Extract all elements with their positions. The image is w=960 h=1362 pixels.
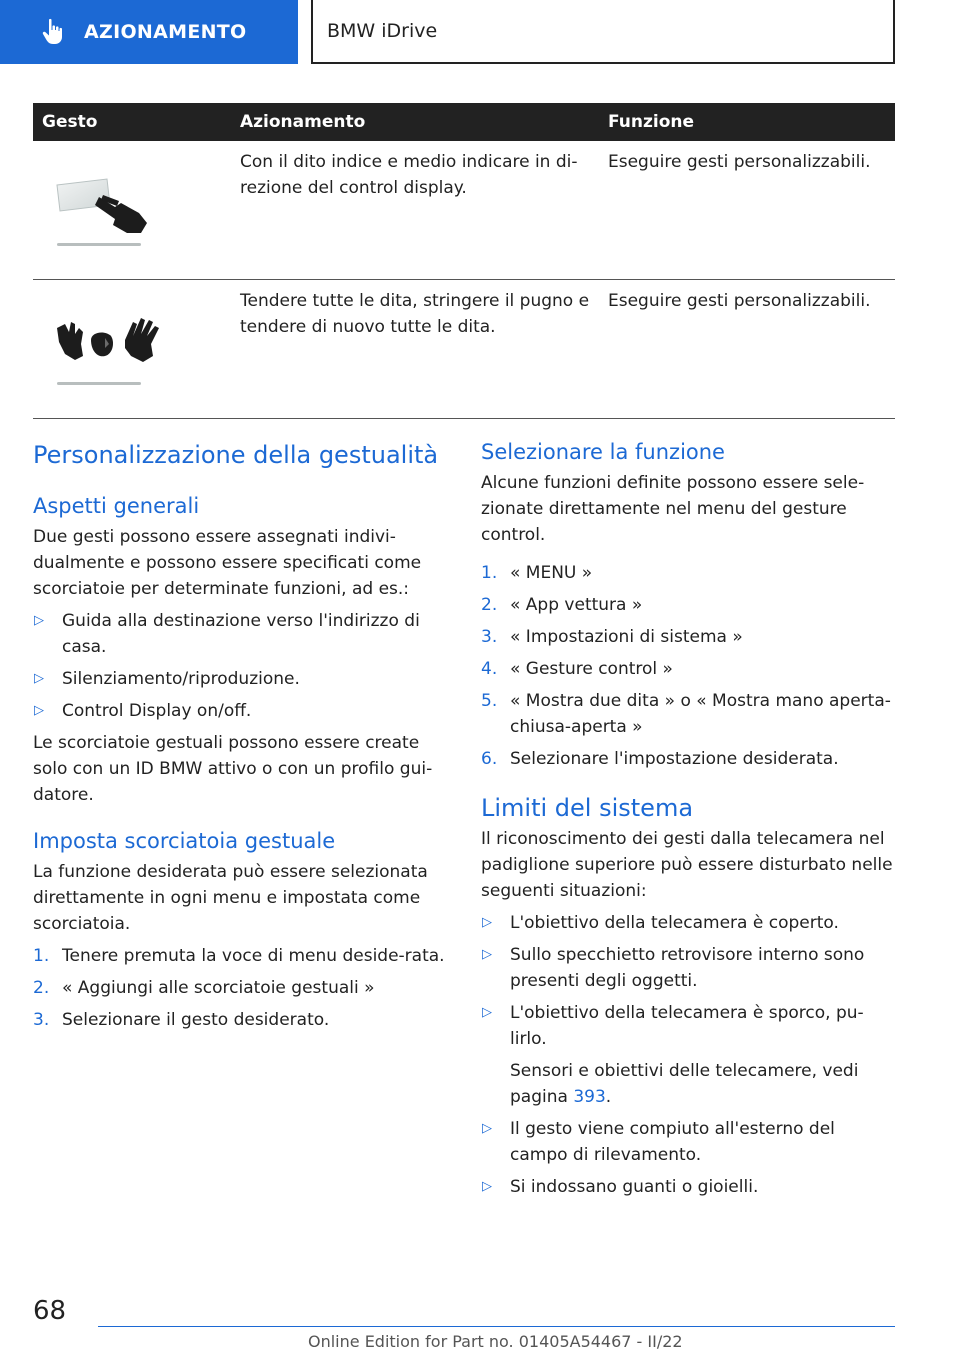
subheading-general: Aspetti generali — [33, 494, 200, 518]
subheading-select-function: Selezionare la funzione — [481, 440, 725, 464]
shortcut-steps — [33, 943, 448, 1033]
row-function: Eseguire gesti personalizzabili. — [608, 291, 871, 311]
general-outro: Le scorciatoie gestuali possono essere create solo con un ID BMW attivo o con un profilo gui-datore. — [33, 733, 433, 805]
header-operation: Azionamento — [240, 112, 366, 132]
select-steps — [481, 560, 896, 772]
general-bullet-list — [33, 608, 448, 724]
list-item: 1. Tenere premuta la voce di menu deside-rata. — [33, 946, 445, 966]
row-function: Eseguire gesti personalizzabili. — [608, 152, 871, 172]
row-operation: Con il dito indice e medio indicare in di-rezione del control display. — [240, 152, 578, 198]
header-function: Funzione — [608, 112, 695, 132]
gesture-table — [33, 103, 895, 419]
header-section-tab — [0, 0, 298, 64]
left-column — [33, 437, 448, 1033]
list-item: ▷ L'obiettivo della telecamera è coperto. — [481, 910, 896, 936]
list-item: 2. « Aggiungi alle scorciatoie gestuali » — [33, 978, 375, 998]
page-link[interactable]: 393 — [573, 1087, 606, 1107]
table-row — [33, 141, 895, 280]
cross-reference-note: Sensori e obiettivi delle telecamere, vedi pagina 393. — [510, 1061, 859, 1107]
list-item: ▷ Sullo specchietto retrovisore interno sono presenti degli oggetti. — [481, 942, 896, 994]
subheading-shortcut: Imposta scorciatoia gestuale — [33, 829, 336, 853]
list-item: ▷ Control Display on/off. — [33, 698, 448, 724]
chapter-title: BMW iDrive — [327, 20, 438, 42]
right-column — [481, 437, 896, 1200]
shortcut-intro: La funzione desiderata può essere selezionata direttamente in ogni menu e impostata come scorciatoia. — [33, 862, 428, 934]
limits-bullet-list — [481, 910, 896, 1052]
general-intro: Due gesti possono essere assegnati indivi-dualmente e possono essere specificati come scorciatoie per determinate funzioni, ad es.: — [33, 527, 422, 599]
list-item: ▷ Guida alla destinazione verso l'indirizzo di casa. — [33, 608, 448, 660]
list-item: 5. « Mostra due dita » o « Mostra mano aperta-chiusa-aperta » — [481, 691, 891, 737]
list-item: 2. « App vettura » — [481, 595, 643, 615]
row-operation: Tendere tutte le dita, stringere il pugno e tendere di nuovo tutte le dita. — [240, 291, 590, 337]
edition-note: Online Edition for Part no. 01405A54467 - II/22 — [308, 1332, 683, 1351]
chapter-box — [311, 0, 895, 64]
list-item: 6. Selezionare l'impostazione desiderata. — [481, 749, 839, 769]
list-item: ▷ Si indossano guanti o gioielli. — [481, 1174, 896, 1200]
section-heading-personalization: Personalizzazione della gestualità — [33, 441, 439, 469]
list-item: ▷ Silenziamento/riproduzione. — [33, 666, 448, 692]
list-item: ▷ Il gesto viene compiuto all'esterno del campo di rilevamento. — [481, 1116, 896, 1168]
header-gesture: Gesto — [42, 112, 98, 132]
page-number: 68 — [33, 1296, 67, 1326]
table-header — [33, 103, 895, 141]
two-finger-point-gesture-icon — [55, 161, 165, 251]
limits-intro: Il riconoscimento dei gesti dalla telecamera nel padiglione superiore può essere disturbato nelle seguenti situazioni: — [481, 829, 893, 901]
list-item: 1. « MENU » — [481, 563, 593, 583]
list-item: 4. « Gesture control » — [481, 659, 673, 679]
table-row — [33, 280, 895, 419]
select-intro: Alcune funzioni definite possono essere sele-zionate direttamente nel menu del gesture control. — [481, 473, 865, 545]
footer-divider — [98, 1326, 895, 1327]
list-item: 3. « Impostazioni di sistema » — [481, 627, 743, 647]
limits-bullet-list-2 — [481, 1116, 896, 1200]
list-item: ▷ L'obiettivo della telecamera è sporco, pu-lirlo. — [481, 1000, 896, 1052]
section-heading-limits: Limiti del sistema — [481, 794, 694, 822]
list-item: 3. Selezionare il gesto desiderato. — [33, 1010, 330, 1030]
hand-pointer-icon — [38, 16, 70, 48]
open-fist-open-gesture-icon — [55, 300, 165, 390]
section-title: AZIONAMENTO — [84, 21, 247, 43]
